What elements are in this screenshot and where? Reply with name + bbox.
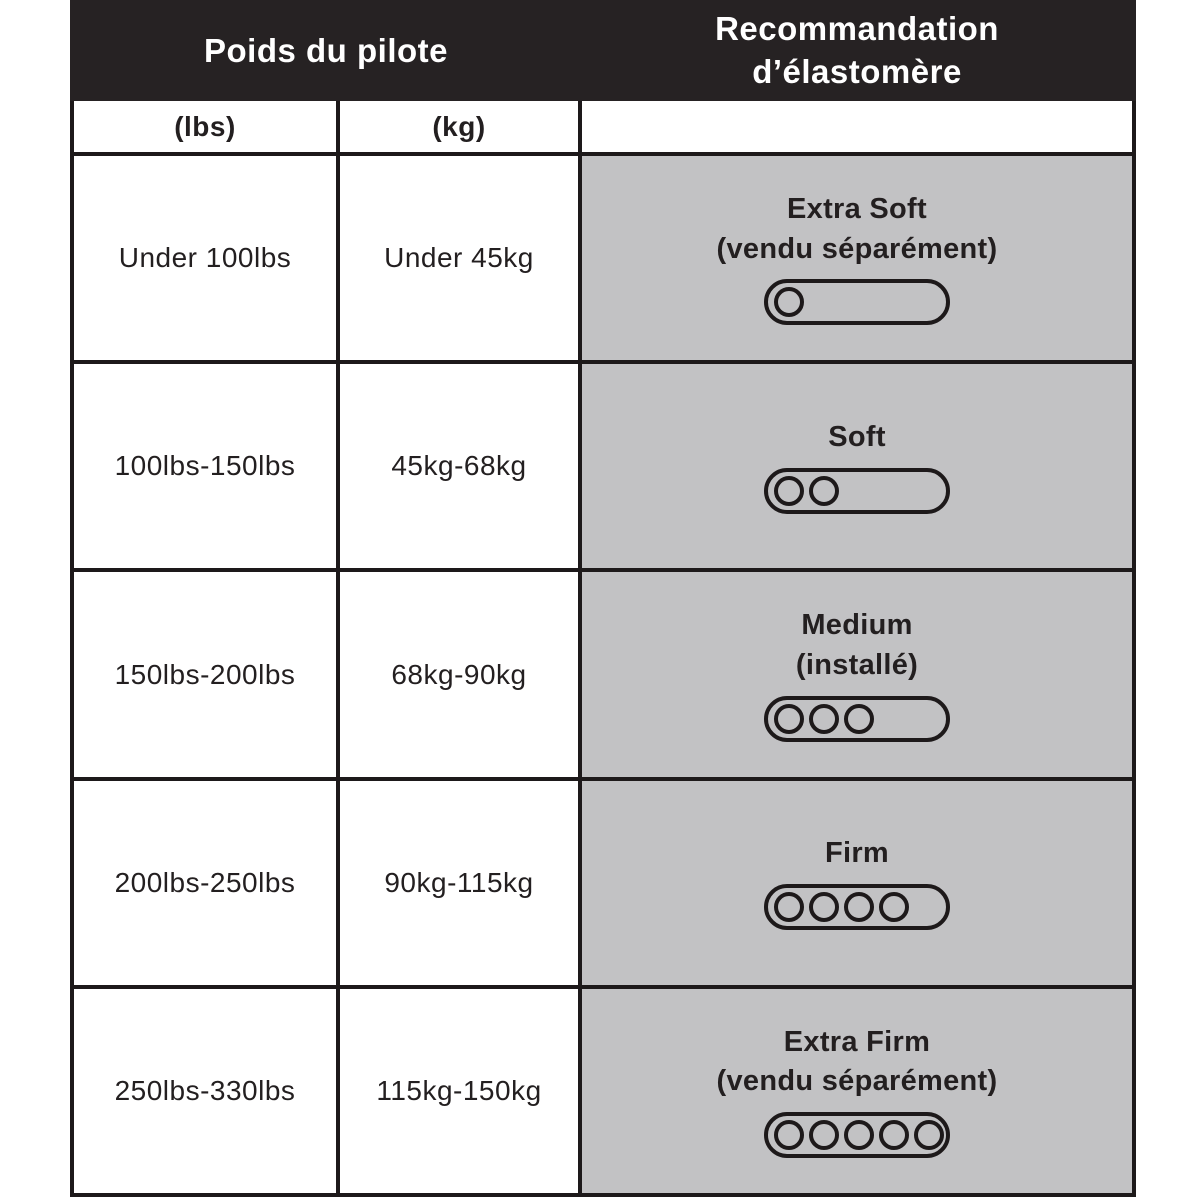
recommendation-subheader-empty [580,99,1134,154]
recommendation-header-line1: Recommandation [715,10,999,48]
elastomer-dot-icon [879,1120,909,1150]
weight-lbs-cell: Under 100lbs [72,154,338,362]
recommendation-header-line2: d’élastomère [752,52,962,90]
elastomer-dot-icon [774,287,804,317]
recommendation-header [580,2,1134,99]
rider-weight-header-label: Poids du pilote [204,31,448,69]
weight-lbs-cell: 200lbs-250lbs [72,779,338,987]
recommendation-cell [580,987,1134,1195]
weight-kg-cell: 45kg-68kg [338,362,580,570]
elastomer-capsule-icon [764,468,950,514]
elastomer-dot-icon [879,892,909,922]
table-subheader-row [72,99,1134,154]
elastomer-dot-icon [774,1120,804,1150]
elastomer-dot-icon [844,892,874,922]
elastomer-capsule-icon [764,696,950,742]
recommendation-cell [580,154,1134,362]
elastomer-dot-icon [774,892,804,922]
weight-lbs-cell: 150lbs-200lbs [72,570,338,778]
elastomer-name: Extra Firm [783,1025,931,1058]
elastomer-dot-icon [844,704,874,734]
recommendation-cell [580,779,1134,987]
elastomer-dot-icon [809,704,839,734]
elastomer-capsule-icon [764,279,950,325]
weight-lbs-cell: 100lbs-150lbs [72,362,338,570]
table-row [72,987,1134,1195]
elastomer-dot-icon [809,892,839,922]
weight-lbs-cell: 250lbs-330lbs [72,987,338,1195]
elastomer-name: Firm [824,837,890,870]
weight-kg-cell: Under 45kg [338,154,580,362]
elastomer-note: (vendu séparément) [716,232,998,265]
elastomer-name: Medium [801,609,913,642]
elastomer-name: Extra Soft [787,193,927,225]
table-row [72,779,1134,987]
table-row [72,154,1134,362]
table-header-row [72,2,1134,99]
weight-kg-cell: 90kg-115kg [338,779,580,987]
elastomer-dot-icon [914,1120,944,1150]
elastomer-note: (installé) [795,649,919,682]
recommendation-cell [580,362,1134,570]
table-row [72,362,1134,570]
elastomer-capsule-icon [764,1112,950,1158]
elastomer-capsule-icon [764,884,950,930]
elastomer-dot-icon [809,1120,839,1150]
weight-kg-cell: 68kg-90kg [338,570,580,778]
rider-weight-header [72,2,580,99]
elastomer-name: Soft [828,421,886,454]
elastomer-recommendation-table [70,0,1136,1197]
elastomer-dot-icon [774,704,804,734]
elastomer-dot-icon [774,476,804,506]
weight-kg-cell: 115kg-150kg [338,987,580,1195]
elastomer-dot-icon [844,1120,874,1150]
table-row [72,570,1134,778]
unit-kg-header: (kg) [338,99,580,154]
elastomer-dot-icon [809,476,839,506]
unit-lbs-header: (lbs) [72,99,338,154]
recommendation-cell [580,570,1134,778]
elastomer-note: (vendu séparément) [716,1065,998,1098]
